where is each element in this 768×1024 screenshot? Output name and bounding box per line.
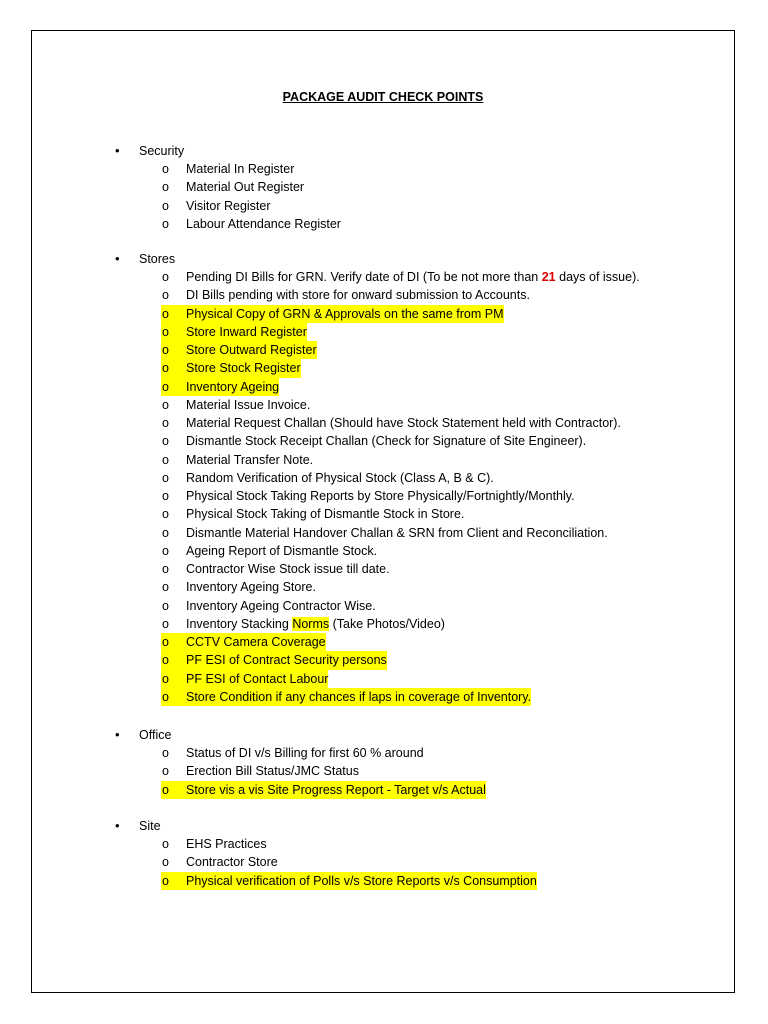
checklist <box>32 835 734 890</box>
section-label: Security <box>139 144 185 158</box>
checklist-item <box>32 651 734 669</box>
checklist-item-text: Ageing Report of Dismantle Stock. <box>186 543 378 558</box>
checklist-item <box>32 542 734 560</box>
section-label: Stores <box>139 252 176 266</box>
checklist-item-text <box>186 615 445 633</box>
checklist-item-text: Inventory Ageing Store. <box>186 580 316 595</box>
bullet-icon: • <box>115 251 120 266</box>
checklist-item <box>32 396 734 414</box>
checklist-item <box>32 853 734 871</box>
checklist-item-text: Status of DI v/s Billing for first 60 % around <box>186 746 424 760</box>
checklist-item-text: PF ESI of Contact Labour <box>186 670 328 688</box>
list-marker-icon: o <box>162 162 169 176</box>
checklist <box>32 744 734 799</box>
list-marker-icon: o <box>162 270 169 284</box>
checklist-item <box>32 524 734 542</box>
checklist-item-text: Visitor Register <box>186 198 271 213</box>
checklist-item-text: Random Verification of Physical Stock (Class A, B & C). <box>186 470 494 485</box>
checklist-item-text: PF ESI of Contract Security persons <box>186 651 387 669</box>
checklist-item-text: Physical Copy of GRN & Approvals on the same from PM <box>186 305 504 323</box>
list-marker-icon: o <box>161 670 187 688</box>
checklist-item-text: CCTV Camera Coverage <box>186 633 326 651</box>
list-marker-icon: o <box>162 746 169 760</box>
checklist-item <box>32 615 734 633</box>
checklist-item-text: Inventory Ageing <box>186 378 279 396</box>
checklist-item <box>32 762 734 780</box>
list-marker-icon: o <box>162 216 169 231</box>
text-segment: Inventory Stacking <box>186 616 293 631</box>
checklist-item <box>32 178 734 196</box>
list-marker-icon: o <box>162 288 169 303</box>
list-marker-icon: o <box>162 525 169 540</box>
list-marker-icon: o <box>161 872 187 890</box>
list-marker-icon: o <box>162 543 169 558</box>
checklist-item-text: Material Issue Invoice. <box>186 397 311 412</box>
list-marker-icon: o <box>162 855 169 870</box>
checklist-item <box>32 872 734 890</box>
list-marker-icon: o <box>162 416 169 430</box>
checklist-item-text: DI Bills pending with store for onward submission to Accounts. <box>186 288 530 303</box>
list-marker-icon: o <box>162 452 169 467</box>
checklist-item <box>32 215 734 233</box>
checklist <box>32 268 734 706</box>
checklist-item <box>32 305 734 323</box>
section-security <box>32 142 734 233</box>
checklist-item <box>32 597 734 615</box>
checklist-item-text: Store Inward Register <box>186 323 307 341</box>
checklist-item <box>32 323 734 341</box>
checklist-item <box>32 160 734 178</box>
checklist-item <box>32 432 734 450</box>
checklist-item <box>32 487 734 505</box>
highlighted-word: Norms <box>292 616 330 631</box>
list-marker-icon: o <box>162 180 169 195</box>
checklist-item-text: Material Request Challan (Should have Stock Statement held with Contractor). <box>186 416 621 430</box>
text-segment: Pending DI Bills for GRN. Verify date of DI (To be not more than <box>186 270 542 284</box>
checklist-item-text: Store Outward Register <box>186 341 317 359</box>
bullet-icon: • <box>115 818 120 833</box>
document-page <box>31 30 735 993</box>
checklist-item <box>32 688 734 706</box>
list-marker-icon: o <box>161 323 187 341</box>
checklist-item-text: Dismantle Material Handover Challan & SRN from Client and Reconciliation. <box>186 525 608 540</box>
checklist-item <box>32 286 734 304</box>
checklist-item <box>32 378 734 396</box>
section-heading <box>32 250 734 268</box>
checklist-item <box>32 197 734 215</box>
list-marker-icon: o <box>162 489 169 503</box>
list-marker-icon: o <box>161 359 187 377</box>
bullet-icon: • <box>115 143 120 158</box>
section-heading <box>32 726 734 744</box>
checklist <box>32 160 734 233</box>
section-office <box>32 726 734 799</box>
checklist-item-text: Store Condition if any chances if laps in coverage of Inventory. <box>186 688 531 706</box>
checklist-item-text: Store vis a vis Site Progress Report - Target v/s Actual <box>186 781 486 799</box>
section-label: Office <box>139 728 172 742</box>
list-marker-icon: o <box>162 434 169 449</box>
checklist-item <box>32 578 734 596</box>
checklist-item-text: Material Transfer Note. <box>186 452 314 467</box>
section-label: Site <box>139 819 161 833</box>
list-marker-icon: o <box>161 633 187 651</box>
checklist-item <box>32 670 734 688</box>
checklist-item <box>32 451 734 469</box>
list-marker-icon: o <box>162 764 169 779</box>
document-title: PACKAGE AUDIT CHECK POINTS <box>282 90 484 104</box>
checklist-item <box>32 560 734 578</box>
checklist-item-text: Contractor Store <box>186 855 278 870</box>
list-marker-icon: o <box>162 598 169 613</box>
list-marker-icon: o <box>162 580 169 595</box>
checklist-item-text: Dismantle Stock Receipt Challan (Check for Signature of Site Engineer). <box>186 434 587 449</box>
checklist-item <box>32 744 734 762</box>
list-marker-icon: o <box>162 616 169 631</box>
checklist-item-text: Physical verification of Polls v/s Store Reports v/s Consumption <box>186 872 537 890</box>
section-stores <box>32 250 734 706</box>
list-marker-icon: o <box>162 837 169 851</box>
list-marker-icon: o <box>161 305 187 323</box>
list-marker-icon: o <box>162 507 169 522</box>
list-marker-icon: o <box>161 341 187 359</box>
checklist-item-text: EHS Practices <box>186 837 267 851</box>
list-marker-icon: o <box>161 688 187 706</box>
checklist-item-text: Physical Stock Taking Reports by Store Physically/Fortnightly/Monthly. <box>186 489 575 503</box>
list-marker-icon: o <box>162 562 169 576</box>
text-segment: days of issue). <box>555 270 640 284</box>
list-marker-icon: o <box>162 198 169 213</box>
bullet-icon: • <box>115 727 120 742</box>
section-site <box>32 817 734 890</box>
checklist-item <box>32 835 734 853</box>
text-segment: (Take Photos/Video) <box>329 616 445 631</box>
checklist-item-text: Store Stock Register <box>186 359 301 377</box>
checklist-item-text: Labour Attendance Register <box>186 216 341 231</box>
list-marker-icon: o <box>161 781 187 799</box>
checklist-item <box>32 414 734 432</box>
list-marker-icon: o <box>161 651 187 669</box>
checklist-item <box>32 469 734 487</box>
checklist-item <box>32 505 734 523</box>
checklist-item <box>32 633 734 651</box>
checklist-item <box>32 359 734 377</box>
checklist-item <box>32 268 734 286</box>
checklist-item-text: Material In Register <box>186 162 295 176</box>
checklist-item-text: Inventory Ageing Contractor Wise. <box>186 598 376 613</box>
list-marker-icon: o <box>162 470 169 485</box>
list-marker-icon: o <box>161 378 187 396</box>
emphasized-number: 21 <box>541 270 556 284</box>
section-heading <box>32 142 734 160</box>
checklist-item-text: Contractor Wise Stock issue till date. <box>186 562 390 576</box>
checklist-item-text: Physical Stock Taking of Dismantle Stock in Store. <box>186 507 465 522</box>
list-marker-icon: o <box>162 397 169 412</box>
checklist-item-text: Erection Bill Status/JMC Status <box>186 764 359 779</box>
checklist-item-text <box>186 268 640 286</box>
section-heading <box>32 817 734 835</box>
checklist-item <box>32 781 734 799</box>
checklist-item <box>32 341 734 359</box>
checklist-item-text: Material Out Register <box>186 180 305 195</box>
